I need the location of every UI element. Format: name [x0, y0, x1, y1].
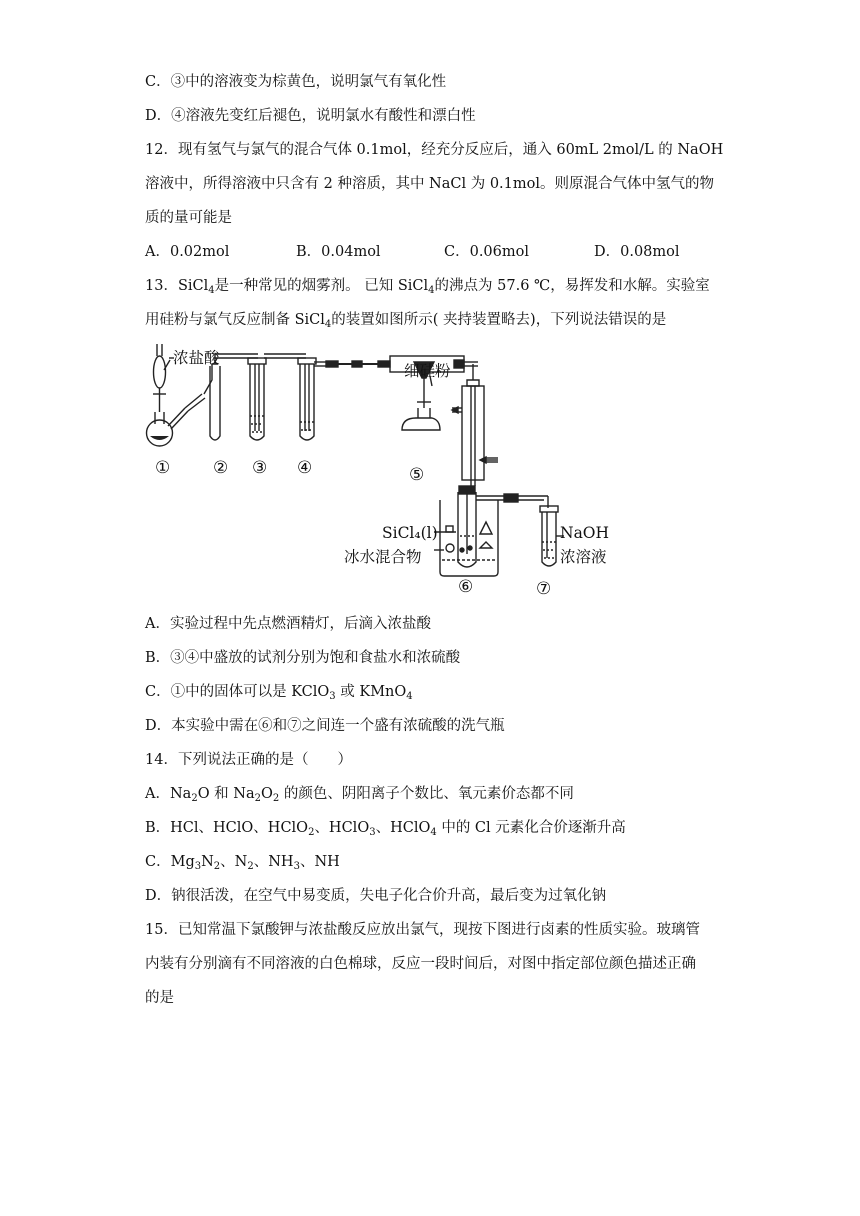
q13-stem-line2: 用硅粉与氯气反应制备 SiCl$_4$的装置如图所示( 夹持装置略去)，下列说法错误的是: [145, 312, 667, 330]
q14-option-b: B．HCl、HClO、HClO$_2$、HClO$_3$、HClO$_4$ 中的 Cl 元素化合价逐渐升高: [145, 820, 626, 838]
label-naoh: NaOH: [560, 524, 610, 542]
q13-option-c: C．①中的固体可以是 KClO$_3$ 或 KMnO$_4$: [145, 684, 413, 702]
q15-stem-line1: 15．已知常温下氯酸钾与浓盐酸反应放出氯气，现按下图进行卤素的性质实验。玻璃管: [145, 922, 700, 938]
q14-stem: 14．下列说法正确的是（ ）: [145, 752, 352, 768]
q13-option-b: B．③④中盛放的试剂分别为饱和食盐水和浓硫酸: [145, 650, 461, 666]
q15-stem-line2: 内装有分别滴有不同溶液的白色棉球，反应一段时间后，对图中指定部位颜色描述正确: [145, 956, 696, 972]
label-hydrochloric-acid: 浓盐酸: [173, 349, 220, 367]
q14-option-c: C．$Mg_3N_2$、$N_2$、$NH_3$、NH: [145, 854, 340, 872]
receiver-6: [440, 486, 524, 576]
q12-stem-line3: 质的量可能是: [145, 210, 232, 226]
marker-2: ②: [213, 458, 229, 478]
q12-stem-line1: 12．现有氢气与氯气的混合气体 0.1mol，经充分反应后，通入 60mL 2mol/L 的 NaOH: [145, 142, 724, 158]
marker-6: ⑥: [458, 577, 474, 597]
q12-stem-line2: 溶液中，所得溶液中只含有 2 种溶质，其中 NaCl 为 0.1mol。则原混合气体中氢气的物: [145, 176, 715, 192]
tube-3: [248, 354, 306, 440]
q12-option-b: B．0.04mol: [296, 244, 381, 260]
q11-option-c: C．③中的溶液变为棕黄色，说明氯气有氧化性: [145, 74, 447, 90]
q13-stem-line1: 13．SiCl$_4$是一种常见的烟雾剂。 已知 SiCl$_4$的沸点为 57.6 ℃，易挥发和水解。实验室: [145, 278, 710, 296]
marker-1: ①: [155, 458, 171, 478]
label-ice-water: 冰水混合物: [344, 548, 422, 566]
label-silicon-powder: 细硅粉: [404, 362, 451, 380]
q14-option-d: D．钠很活泼，在空气中易变质，失电子化合价升高，最后变为过氧化钠: [145, 888, 607, 904]
q12-option-a: A．0.02mol: [145, 244, 230, 260]
tube-7: [524, 496, 558, 566]
q11-option-d: D．④溶液先变红后褪色，说明氯水有酸性和漂白性: [145, 108, 476, 124]
q14-option-a: A．$Na_2O$ 和 $Na_2O_2$ 的颜色、阴阳离子个数比、氧元素价态都不同: [145, 786, 574, 804]
label-sicl4-liquid: SiCl₄(l): [382, 524, 438, 542]
q13-option-a: A．实验过程中先点燃酒精灯，后滴入浓盐酸: [145, 616, 431, 632]
q15-stem-line3: 的是: [145, 990, 174, 1006]
q12-option-c: C．0.06mol: [444, 244, 529, 260]
marker-5: ⑤: [409, 465, 425, 485]
q13-option-d: D．本实验中需在⑥和⑦之间连一个盛有浓硫酸的洗气瓶: [145, 718, 505, 734]
label-concentrated-solution: 浓溶液: [560, 548, 607, 566]
condenser: [452, 364, 498, 486]
marker-3: ③: [252, 458, 268, 478]
marker-7: ⑦: [536, 579, 552, 599]
marker-4: ④: [297, 458, 313, 478]
tube-4: [298, 358, 326, 440]
q12-option-d: D．0.08mol: [594, 244, 680, 260]
